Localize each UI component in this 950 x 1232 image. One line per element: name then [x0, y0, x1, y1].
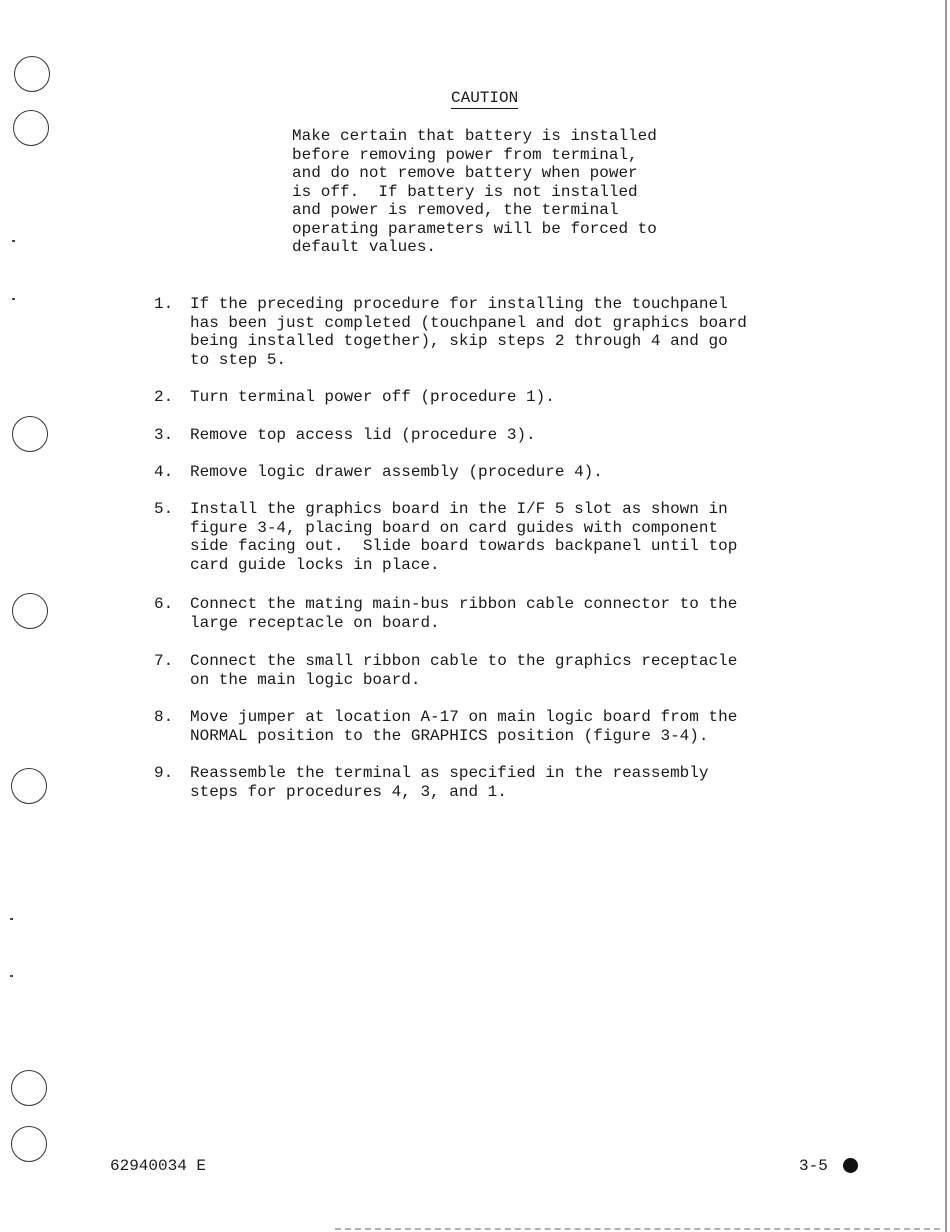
punch-hole	[11, 1126, 47, 1162]
punch-hole	[14, 56, 50, 92]
step-line: Move jumper at location A-17 on main logic board from the	[190, 708, 738, 726]
caution-line: operating parameters will be forced to	[292, 219, 657, 238]
scan-speck	[12, 298, 15, 300]
step-line: Remove top access lid (procedure 3).	[190, 426, 536, 444]
page-marker-dot-icon	[843, 1158, 858, 1173]
caution-line: is off. If battery is not installed	[292, 182, 638, 201]
caution-line: Make certain that battery is installed	[292, 127, 657, 145]
step-line: Install the graphics board in the I/F 5 slot as shown in	[190, 500, 728, 518]
page-right-edge	[945, 0, 947, 1232]
scan-speck	[10, 918, 13, 920]
step-text	[190, 426, 890, 445]
punch-hole	[12, 593, 48, 629]
step-line: figure 3-4, placing board on card guides with component	[190, 518, 719, 537]
page-number: 3-5	[799, 1157, 828, 1175]
step-number: 4.	[154, 463, 174, 481]
caution-heading: CAUTION	[451, 89, 519, 107]
step-text	[190, 764, 890, 801]
step-line: being installed together), skip steps 2 through 4 and go	[190, 332, 728, 350]
step-number: 2.	[154, 388, 174, 406]
step-number: 9.	[154, 764, 174, 782]
step-text	[190, 463, 890, 482]
document-number: 62940034 E	[110, 1157, 207, 1175]
step-line: on the main logic board.	[190, 670, 421, 689]
step-number: 5.	[154, 500, 174, 518]
step-text	[190, 708, 890, 745]
step-line: NORMAL position to the GRAPHICS position (figure 3-4).	[190, 726, 709, 745]
step-number: 7.	[154, 652, 174, 670]
step-text	[190, 595, 890, 632]
step-line: Turn terminal power off (procedure 1).	[190, 388, 555, 406]
step-line: has been just completed (touchpanel and dot graphics board	[190, 313, 747, 332]
step-line: to step 5.	[190, 350, 287, 369]
caution-line: and do not remove battery when power	[292, 164, 638, 182]
page-bottom-edge	[335, 1227, 940, 1230]
step-line: Connect the small ribbon cable to the graphics receptacle	[190, 652, 738, 670]
caution-line: and power is removed, the terminal	[292, 201, 619, 219]
caution-line: default values.	[292, 238, 437, 256]
step-line: steps for procedures 4, 3, and 1.	[190, 782, 507, 801]
step-number: 6.	[154, 595, 174, 613]
step-line: If the preceding procedure for installing the touchpanel	[190, 295, 728, 313]
step-line: card guide locks in place.	[190, 555, 440, 574]
punch-hole	[11, 1070, 47, 1106]
step-number: 8.	[154, 708, 174, 726]
step-line: Connect the mating main-bus ribbon cable connector to the	[190, 595, 738, 613]
scan-speck	[12, 240, 15, 242]
step-text	[190, 388, 890, 407]
step-number: 3.	[154, 426, 174, 444]
step-text	[190, 295, 890, 369]
step-line: Remove logic drawer assembly (procedure 4).	[190, 463, 603, 481]
step-line: large receptacle on board.	[190, 613, 440, 632]
caution-line: before removing power from terminal,	[292, 145, 638, 164]
punch-hole	[11, 768, 47, 804]
step-number: 1.	[154, 295, 174, 313]
step-text	[190, 652, 890, 689]
step-line: side facing out. Slide board towards backpanel until top	[190, 537, 738, 555]
scan-speck	[10, 975, 13, 977]
caution-text	[292, 127, 742, 257]
punch-hole	[12, 416, 48, 452]
step-text	[190, 500, 890, 574]
punch-hole	[13, 110, 49, 146]
step-line: Reassemble the terminal as specified in the reassembly	[190, 764, 709, 782]
